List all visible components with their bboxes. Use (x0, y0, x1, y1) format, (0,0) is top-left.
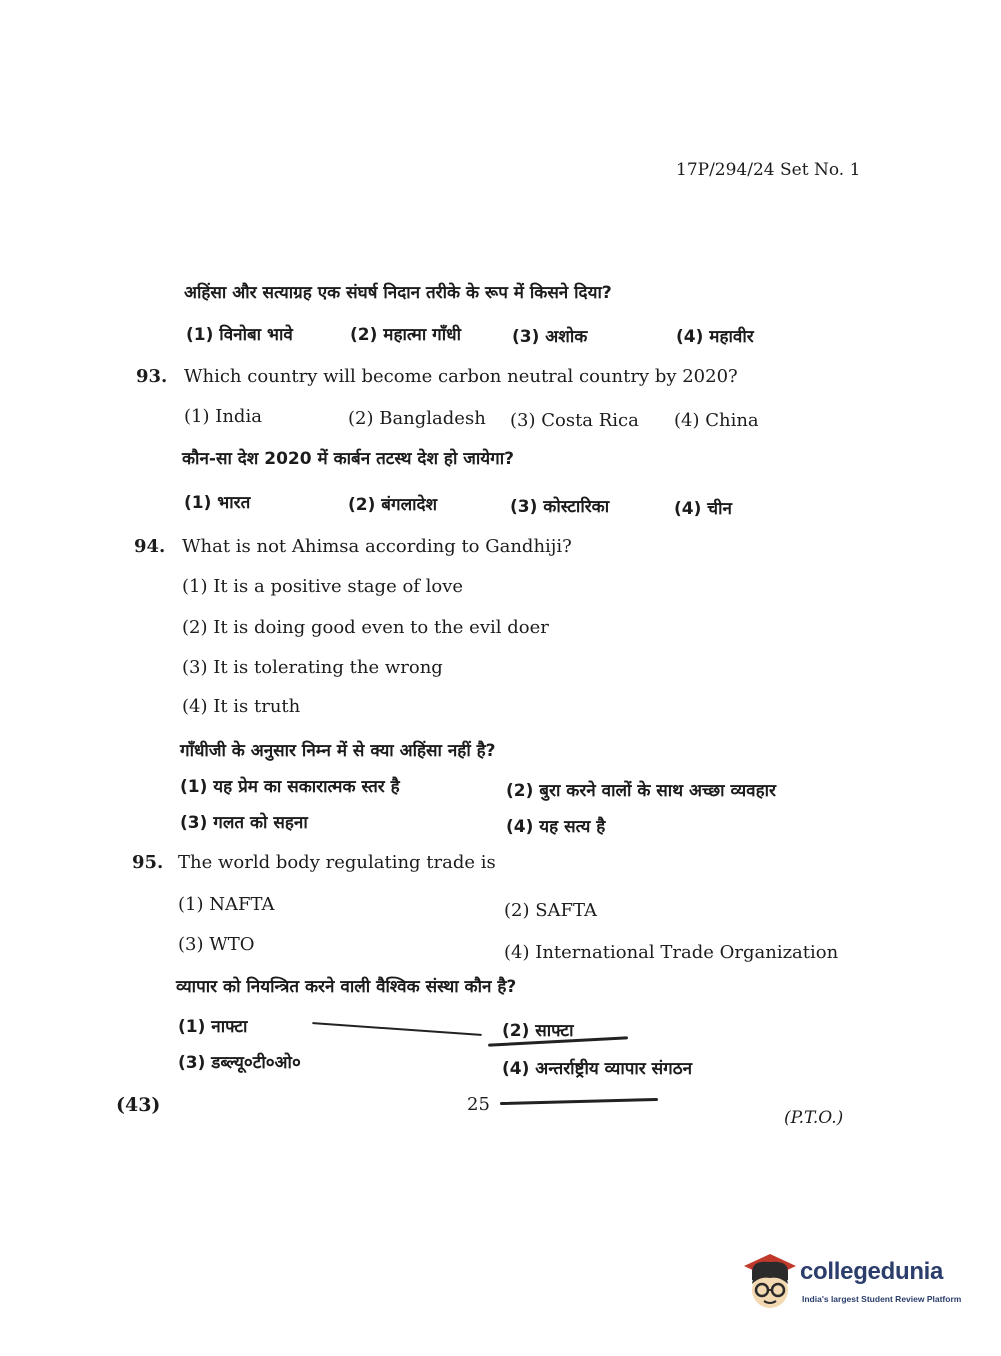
q94-hindi-option-4: (4) यह सत्य है (506, 817, 606, 837)
paper-reference: 17P/294/24 Set No. 1 (676, 160, 861, 180)
pen-stroke (312, 1022, 482, 1036)
q94-option-3: (3) It is tolerating the wrong (182, 657, 443, 678)
q95-hindi-text: व्यापार को नियन्त्रित करने वाली वैश्विक संस्था कौन है? (176, 977, 517, 997)
q94-hindi-option-2: (2) बुरा करने वालों के साथ अच्छा व्यवहार (506, 781, 776, 801)
q94-option-2: (2) It is doing good even to the evil doer (182, 617, 549, 638)
footer-code: (43) (116, 1094, 161, 1116)
q95-hindi-option-1: (1) नाफ्टा (178, 1017, 248, 1037)
q95-option-2: (2) SAFTA (504, 900, 598, 921)
collegedunia-watermark (742, 1250, 972, 1320)
q93-number: 93. (136, 366, 168, 387)
q93-hindi-text: कौन-सा देश 2020 में कार्बन तटस्थ देश हो जायेगा? (182, 449, 514, 469)
q93-hindi-option-1: (1) भारत (184, 493, 251, 513)
q94-number: 94. (134, 536, 166, 557)
q92-hindi-option-4: (4) महावीर (676, 327, 754, 347)
q93-hindi-option-4: (4) चीन (674, 499, 732, 519)
q92-hindi-option-1: (1) विनोबा भावे (186, 325, 293, 345)
q94-hindi-option-3: (3) गलत को सहना (180, 813, 308, 833)
q94-text: What is not Ahimsa according to Gandhiji? (182, 536, 572, 557)
brand-name: collegedunia (800, 1258, 944, 1285)
mascot-icon (742, 1250, 798, 1312)
q93-hindi-option-3: (3) कोस्टारिका (510, 497, 610, 517)
q95-option-3: (3) WTO (178, 934, 255, 955)
q94-option-1: (1) It is a positive stage of love (182, 576, 464, 597)
q92-hindi-option-2: (2) महात्मा गाँधी (350, 325, 461, 345)
q95-number: 95. (132, 852, 164, 873)
q94-hindi-option-1: (1) यह प्रेम का सकारात्मक स्तर है (180, 777, 400, 797)
q95-text: The world body regulating trade is (178, 852, 496, 873)
brand-tagline: India's largest Student Review Platform (802, 1294, 962, 1304)
q95-hindi-option-3: (3) डब्ल्यू०टी०ओ० (178, 1053, 301, 1073)
q95-option-4: (4) International Trade Organization (504, 942, 839, 963)
q93-option-4: (4) China (674, 410, 759, 431)
q95-hindi-option-2: (2) साफ्टा (502, 1021, 574, 1041)
q95-option-1: (1) NAFTA (178, 894, 275, 915)
page-number: 25 (467, 1094, 490, 1115)
q94-option-4: (4) It is truth (182, 696, 301, 717)
pto-label: (P.T.O.) (784, 1108, 844, 1128)
q93-hindi-option-2: (2) बंगलादेश (348, 495, 438, 515)
q93-option-2: (2) Bangladesh (348, 408, 486, 429)
q92-hindi-option-3: (3) अशोक (512, 327, 588, 347)
q93-text: Which country will become carbon neutral country by 2020? (184, 366, 738, 387)
pen-stroke (500, 1098, 658, 1105)
q94-hindi-text: गाँधीजी के अनुसार निम्न में से क्या अहिंसा नहीं है? (180, 741, 496, 761)
q92-hindi-text: अहिंसा और सत्याग्रह एक संघर्ष निदान तरीके के रूप में किसने दिया? (184, 283, 612, 303)
q93-option-3: (3) Costa Rica (510, 410, 639, 431)
q93-option-1: (1) India (184, 406, 262, 427)
q95-hindi-option-4: (4) अन्तर्राष्ट्रीय व्यापार संगठन (502, 1059, 693, 1079)
